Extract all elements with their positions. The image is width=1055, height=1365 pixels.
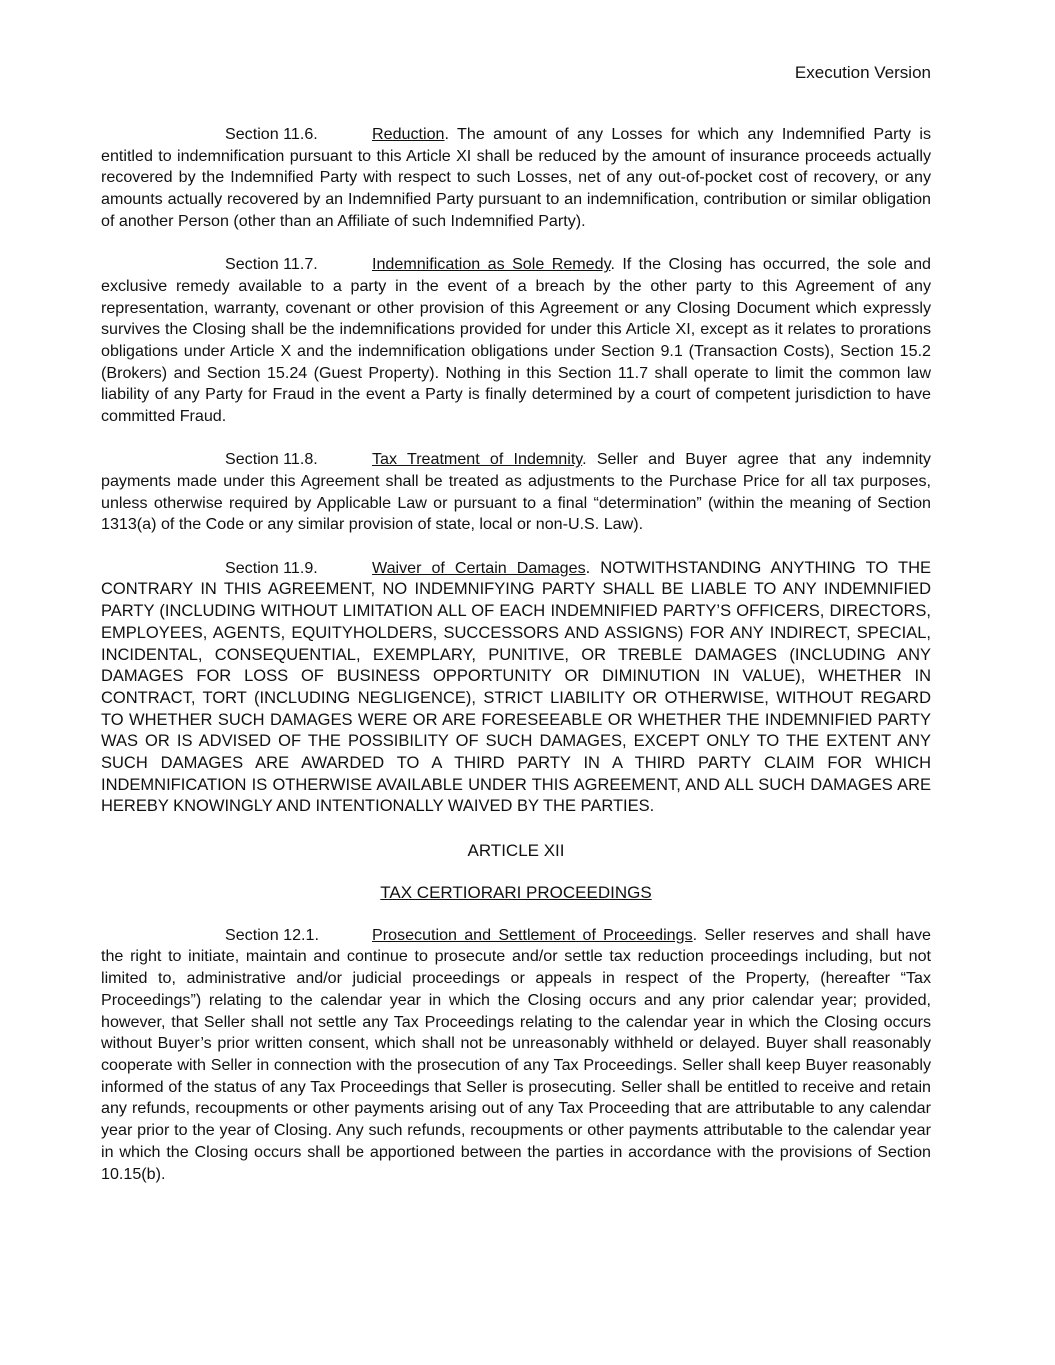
section-text: . The amount of any Losses for which any Indemnified Party is entitled to indemnification pursuant to this Article XI shall be reduced by the amount of insurance proceeds actually recovered by the Indemnified Party with respect to such Losses, net of any out-of-pocket cost of recovery, or any amounts actually recovered by an Indemnified Party pursuant to an indemnification, contribution or similar obligation of another Person (other than an Affiliate of such Indemnified Party). — [101, 125, 931, 230]
section-11-9 — [101, 558, 931, 818]
article-title: TAX CERTIORARI PROCEEDINGS — [380, 883, 652, 903]
section-11-7 — [101, 254, 931, 428]
section-11-6 — [101, 124, 931, 233]
execution-version-label: Execution Version — [794, 63, 931, 82]
document-body — [101, 124, 931, 1207]
section-title: Prosecution and Settlement of Proceedings — [372, 925, 693, 944]
section-text: . If the Closing has occurred, the sole and exclusive remedy available to a party in the event of a breach by the other party to this Agreement of any representation, warranty, covenant or other provision of this Agreement or any Closing Document which expressly survives the Closing shall be the indemnifications provided for under this Article XI, except as it relates to prorations obligations under Article X and the indemnification obligations under Section 9.1 (Transaction Costs), Section 15.2 (Brokers) and Section 15.24 (Guest Property). Nothing in this Section 11.7 shall operate to limit the common law liability of any Party for Fraud in the event a Party is finally determined by a court of competent jurisdiction to have committed Fraud. — [101, 255, 931, 426]
section-title: Tax Treatment of Indemnity — [372, 450, 583, 469]
article-heading: ARTICLE XII — [467, 840, 565, 860]
section-12-1 — [101, 925, 931, 1185]
section-number: Section 11.6. — [225, 125, 318, 143]
section-text: . Seller and Buyer agree that any indemnity payments made under this Agreement shall be treated as adjustments to the Purchase Price for all tax purposes, unless otherwise required by Applicable Law or pursuant to a final “determination” (within the meaning of Section 1313(a) of the Code or any similar provision of state, local or non-U.S. Law). — [101, 450, 931, 534]
section-11-8 — [101, 449, 931, 536]
section-number: Section 11.8. — [225, 450, 318, 469]
section-number: Section 11.7. — [225, 255, 318, 274]
section-text: . NOTWITHSTANDING ANYTHING TO THE CONTRARY IN THIS AGREEMENT, NO INDEMNIFYING PARTY SHALL BE LIABLE TO ANY INDEMNIFIED PARTY (INCLUDING WITHOUT LIMITATION ALL OF EACH INDEMNIFIED PARTY’S OFFICERS, DIRECTORS, EMPLOYEES, AGENTS, EQUITYHOLDERS, SUCCESSORS AND ASSIGNS) FOR ANY INDIRECT, SPECIAL, INCIDENTAL, CONSEQUENTIAL, EXEMPLARY, PUNITIVE, OR TREBLE DAMAGES (INCLUDING ANY DAMAGES FOR LOSS OF BUSINESS OPPORTUNITY OR DIMINUTION IN VALUE), WHETHER IN CONTRACT, TORT (INCLUDING NEGLIGENCE), STRICT LIABILITY OR OTHERWISE, WITHOUT REGARD TO WHETHER SUCH DAMAGES WERE OR ARE FORESEEABLE OR WHETHER THE INDEMNIFIED PARTY WAS OR IS ADVISED OF THE POSSIBILITY OF SUCH DAMAGES, EXCEPT ONLY TO THE EXTENT ANY SUCH DAMAGES ARE AWARDED TO A THIRD PARTY IN A THIRD PARTY CLAIM FOR WHICH INDEMNIFICATION IS OTHERWISE AVAILABLE UNDER THIS AGREEMENT, AND ALL SUCH DAMAGES ARE HEREBY KNOWINGLY AND INTENTIONALLY WAIVED BY THE PARTIES. — [101, 558, 931, 816]
section-title: Reduction — [372, 125, 445, 143]
section-number: Section 12.1. — [225, 925, 319, 944]
section-text: . Seller reserves and shall have the right to initiate, maintain and continue to prosecute and/or settle tax reduction proceedings including, but not limited to, administrative and/or judicial proceedings or appeals in respect of the Property, (hereafter “Tax Proceedings”) relating to the calendar year in which the Closing occurs and any prior calendar year; provided, however, that Seller shall not settle any Tax Proceedings relating to the calendar year in which the Closing occurs without Buyer’s prior written consent, which shall not be unreasonably withheld or delayed. Buyer shall reasonably cooperate with Seller in connection with the prosecution of any Tax Proceedings. Seller shall keep Buyer reasonably informed of the status of any Tax Proceedings that Seller is prosecuting. Seller shall be entitled to receive and retain any refunds, recoupments or other payments arising out of any Tax Proceeding that are attributable to any calendar year prior to the year of Closing. Any such refunds, recoupments or other payments attributable to the calendar year in which the Closing occurs shall be apportioned between the parties in accordance with the provisions of Section 10.15(b). — [101, 925, 931, 1183]
section-title: Waiver of Certain Damages — [372, 558, 586, 577]
section-title: Indemnification as Sole Remedy — [372, 255, 611, 274]
section-number: Section 11.9. — [225, 558, 318, 577]
